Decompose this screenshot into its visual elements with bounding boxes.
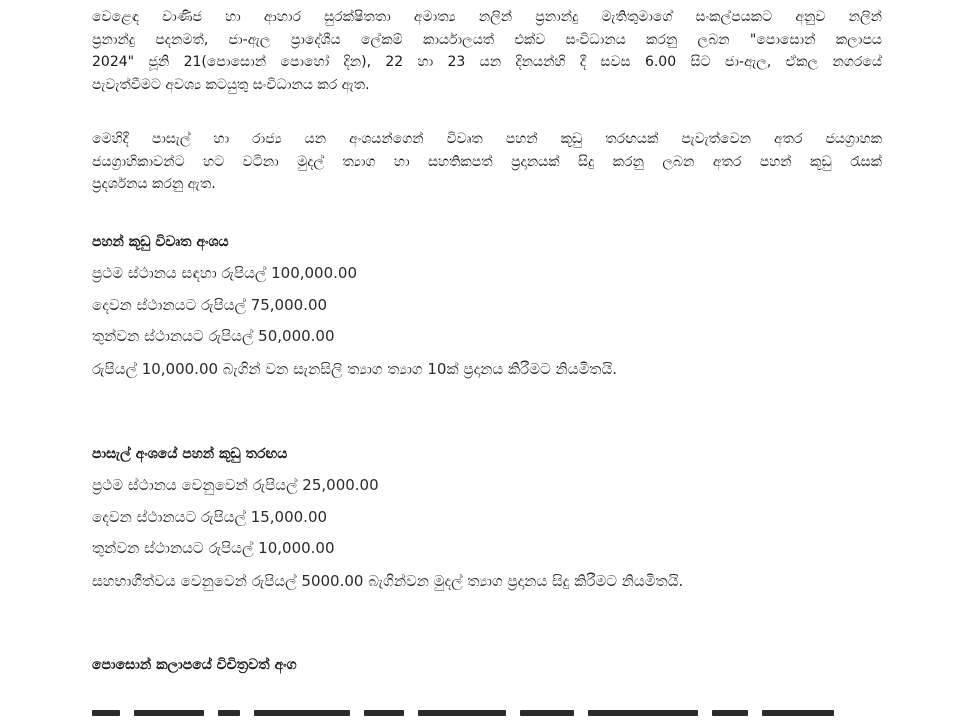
- variety-section-heading: පොසොන් කලාපයේ විචිත්‍රවත් අංග: [92, 657, 297, 673]
- lantern-line-2: ජයග්‍රාහිකාවන්ට හට වටිනා මුදල් ත්‍යාග හා සහතිකපත් ප්‍රදානයක් සිදු කරනු ලබන අතර පහන් කූඩු රැසක්: [92, 153, 882, 170]
- open-section-heading: පහන් කූඩු විවෘත අංශය: [92, 234, 229, 250]
- school-prize-participation: සහභාගීත්වය වෙනුවෙන් රුපියල් 5000.00 බැගින්වන මුදල් ත්‍යාග ප්‍රදානය සිදු කිරීමට නියමිතයි.: [92, 572, 684, 590]
- intro-paragraph: [92, 6, 882, 96]
- open-prize-consolation: රුපියල් 10,000.00 බැගින් වන සැනසිලි ත්‍යාග ත්‍යාග 10ක් ප්‍රදානය කිරීමට නියමිතයි.: [92, 360, 618, 378]
- cropped-next-line: [92, 710, 882, 724]
- intro-line-3: 2024" ජූනි 21(පොසොන් පොහෝ දින), 22 හා 23 යන දිනයන්හි දී සවස 6.00 සිට ජා-ඇල, ඒකල නගරයේ: [92, 54, 882, 70]
- open-prize-third: තුන්වන ස්ථානයට රුපියල් 50,000.00: [92, 327, 335, 345]
- school-prize-third: තුන්වන ස්ථානයට රුපියල් 10,000.00: [92, 539, 335, 557]
- intro-line-4: පැවැත්වීමට අවශ්‍ය කටයුතු සංවිධානය කර ඇත.: [92, 76, 370, 93]
- open-prize-first: ප්‍රථම ස්ථානය සඳහා රුපියල් 100,000.00: [92, 264, 357, 282]
- school-section-heading: පාසැල් අංශයේ පහන් කූඩු තරඟය: [92, 446, 288, 462]
- school-prize-second: දෙවන ස්ථානයට රුපියල් 15,000.00: [92, 508, 328, 526]
- school-prize-first: ප්‍රථම ස්ථානය වෙනුවෙන් රුපියල් 25,000.00: [92, 476, 379, 494]
- open-prize-second: දෙවන ස්ථානයට රුපියල් 75,000.00: [92, 296, 328, 314]
- intro-line-1: වෙළෙඳ වාණිජ හා ආහාර සුරක්ෂිතතා අමාත්‍ය නලින් ප්‍රනාන්දු මැතිතුමාගේ සංකල්පයකට අනුව නලින්: [92, 9, 882, 25]
- lantern-line-1: මෙහිදී පාසැල් හා රාජ්‍ය යන අංශයන්ගෙන් විවෘත පහන් කූඩු තරඟයක් පැවැත්වෙන අතර ජයග්‍රාහක: [92, 131, 882, 147]
- intro-line-2: ප්‍රනාන්දු පදනමත්, ජා-ඇල ප්‍රාදේශීය ලේකම් කාර්යාලයත් එක්ව සංවිධානය කරනු ලබන "පොසොන් කලාපය: [92, 31, 882, 48]
- lantern-line-3: ප්‍රදර්ශනය කරනු ඇත.: [92, 176, 216, 192]
- lantern-paragraph: [92, 128, 882, 196]
